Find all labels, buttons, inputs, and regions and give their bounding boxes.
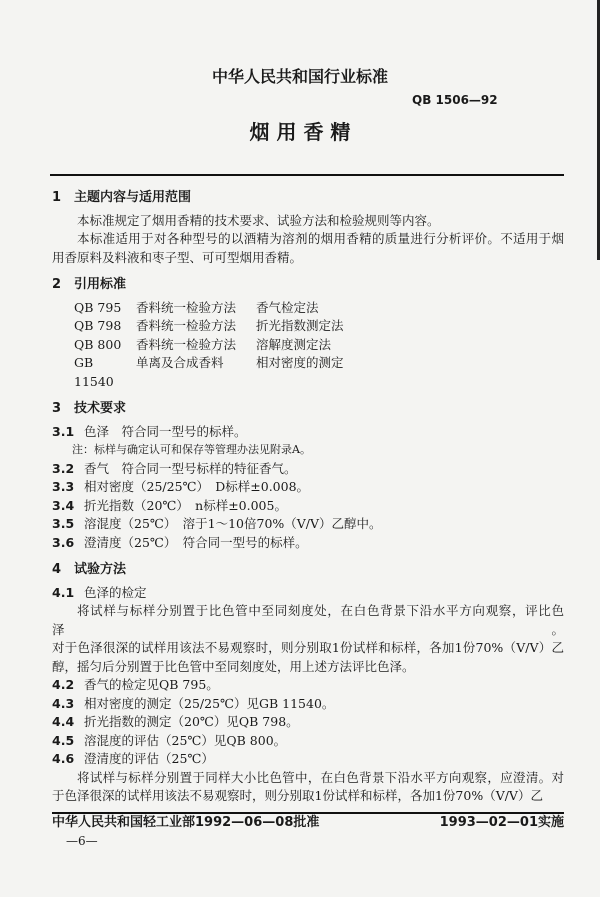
clause: 3.1 色泽 符合同一型号的标样。 <box>52 423 247 439</box>
section-3-heading: 3 技术要求 <box>52 401 127 416</box>
reference-part: 折光指数测定法 <box>256 318 344 333</box>
paragraph <box>52 602 564 676</box>
paragraph-part: 用香原料及料液和枣子型、可可型烟用香精。 <box>52 249 303 265</box>
reference-code: QB 800 <box>74 336 122 352</box>
reference-code: QB 798 <box>74 318 122 333</box>
reference-title: 单离及合成香料 <box>136 355 224 370</box>
paragraph <box>52 769 564 806</box>
clause: 4.6 澄清度的评估（25℃） <box>52 751 214 766</box>
reference-standard <box>52 336 564 355</box>
clause: 4.3 相对密度的测定（25/25℃）见GB 11540。 <box>52 695 335 711</box>
paragraph-part: 于色泽很深的试样用该法不易观察时，则分别取1份试样和标样，各加1份70%（V/V）乙 <box>52 788 543 803</box>
paragraph-part: 对于色泽很深的试样用该法不易观察时，则分别取1份试样和标样，各加1份70%（V/V） <box>52 640 552 655</box>
effective-date: 1993—02—01实施 <box>439 814 564 830</box>
section-1-heading: 1 主题内容与适用范围 <box>52 190 192 205</box>
standard-org: 中华人民共和国行业标准 <box>211 67 388 86</box>
paragraph: 本标准规定了烟用香精的技术要求、试验方法和检验规则等内容。 <box>77 212 440 228</box>
reference-standard <box>52 354 564 391</box>
clause: 3.6 澄清度（25℃） 符合同一型号的标样。 <box>52 534 308 550</box>
section-2-heading: 2 引用标准 <box>52 277 127 292</box>
paragraph-part: 本标准适用于对各种型号的以酒精为溶剂的烟用香精的质量进行分析评价。不适用于烟 <box>77 231 564 246</box>
reference-part: 溶解度测定法 <box>256 336 332 352</box>
clause: 3.4 折光指数（20℃） n标样±0.005。 <box>52 497 287 513</box>
footer <box>52 814 564 833</box>
reference-title: 香料统一检验方法 <box>136 299 237 315</box>
reference-part: 香气检定法 <box>256 299 319 315</box>
paragraph-part: 将试样与标样分别置于比色管中至同刻度处，在白色背景下沿水平方向观察，评比色泽。 <box>52 603 564 637</box>
approval-date: 中华人民共和国轻工业部1992—06—08批准 <box>52 814 320 830</box>
clause: 4.4 折光指数的测定（20℃）见QB 798。 <box>52 714 299 729</box>
reference-title: 香料统一检验方法 <box>136 318 237 333</box>
clause: 4.1 色泽的检定 <box>52 584 147 600</box>
clause: 3.3 相对密度（25/25℃） D标样±0.008。 <box>52 479 310 494</box>
standard-code: QB 1506—92 <box>412 93 498 107</box>
note: 注：标样与确定认可和保存等管理办法见附录A。 <box>72 443 311 456</box>
reference-standard <box>52 299 564 318</box>
document-title: 烟 用 香 精 <box>249 120 351 144</box>
paragraph-part: 将试样与标样分别置于同样大小比色管中，在白色背景下沿水平方向观察，应澄清。对 <box>77 769 564 785</box>
clause: 4.2 香气的检定见QB 795。 <box>52 677 219 692</box>
reference-title: 香料统一检验方法 <box>136 336 237 352</box>
reference-code: QB 795 <box>74 299 122 315</box>
reference-standard <box>52 317 564 336</box>
clause: 4.5 溶混度的评估（25℃）见QB 800。 <box>52 732 287 748</box>
clause: 3.5 溶混度（25℃） 溶于1～10倍70%（V/V）乙醇中。 <box>52 516 382 531</box>
clause: 3.2 香气 符合同一型号标样的特征香气。 <box>52 460 297 476</box>
paragraph <box>52 230 564 267</box>
section-4-heading: 4 试验方法 <box>52 562 127 577</box>
reference-code: GB 11540 <box>74 355 114 389</box>
paragraph-part: 乙醇，摇匀后分别置于比色管中至同刻度处，用上述方法评比色泽。 <box>52 640 564 674</box>
reference-part: 相对密度的测定 <box>256 355 344 370</box>
document-body <box>52 180 564 851</box>
page-number: —6— <box>66 834 98 848</box>
reference-list <box>52 299 564 392</box>
title-rule <box>50 174 564 176</box>
